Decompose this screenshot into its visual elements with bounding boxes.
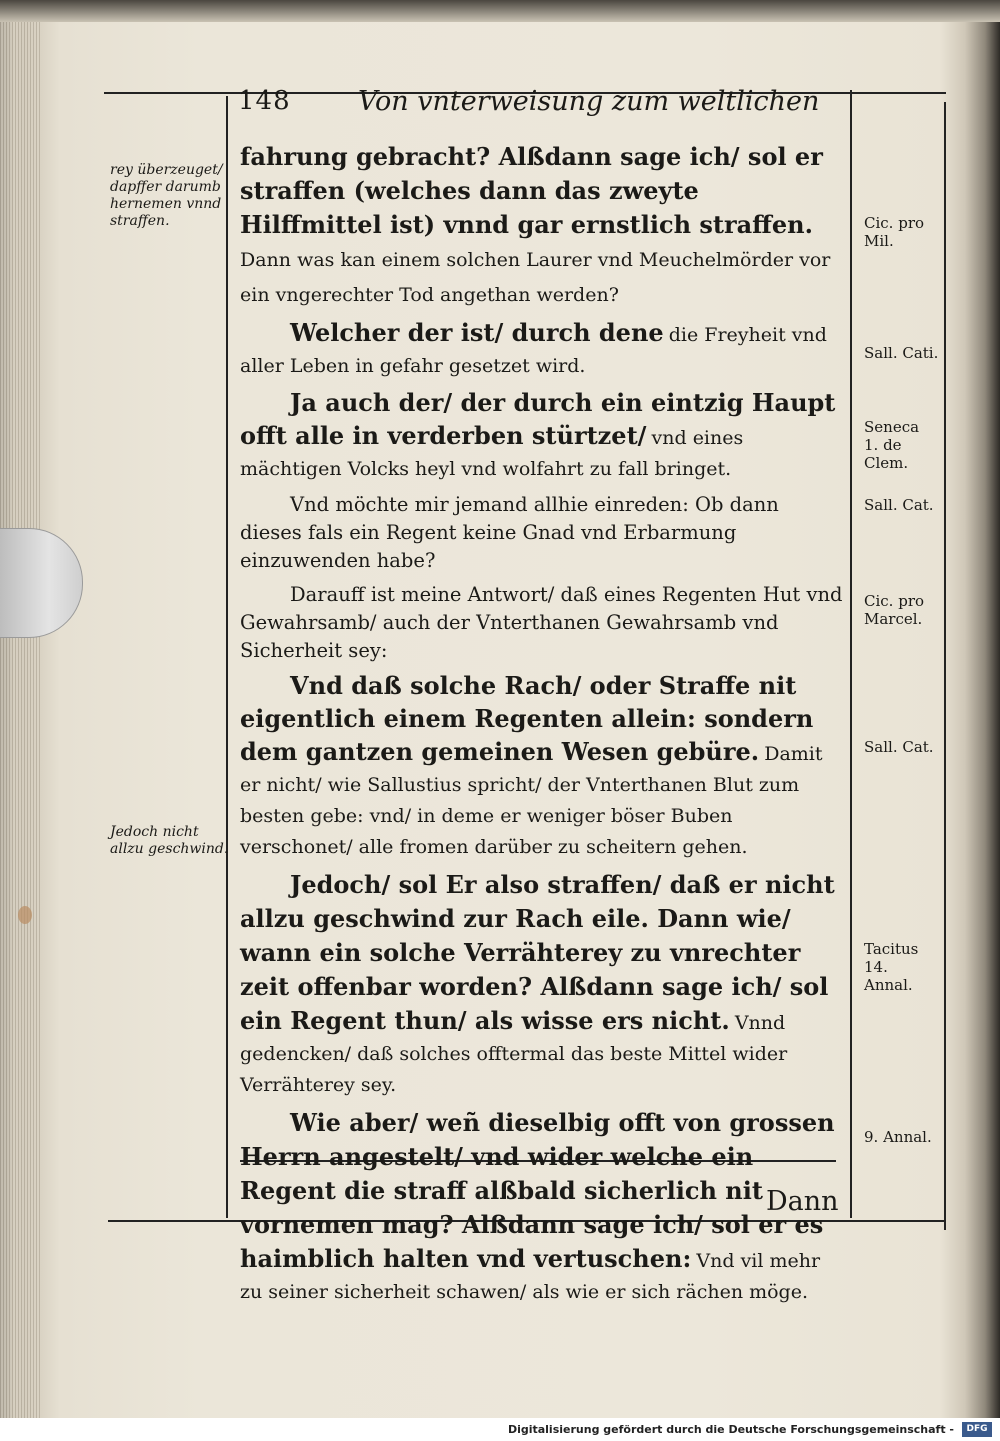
paragraph-bold-text: Vnd daß solche Rach/ oder Straffe nit eigentlich einem Regenten allein: sondern dem gantzen gemeinen Wesen gebüre.: [240, 671, 814, 766]
paragraph-4: Vnd möchte mir jemand allhie einreden: Ob dann dieses fals ein Regent keine Gnad vnd Erbarmung einzuwenden habe?: [240, 493, 779, 572]
paragraph-1: [240, 140, 846, 312]
main-text: [240, 140, 846, 1314]
left-note-line: allzu geschwind.: [110, 841, 229, 857]
inner-right-rule: [850, 90, 852, 1218]
paragraph-2: [240, 318, 846, 382]
paragraph-7: [240, 869, 846, 1101]
paragraph-bold-text: Wie aber/ weñ dieselbig offt von grossen Herrn angestelt/ vnd wider welche ein Regent die straff alßbald sicherlich nit vornemen mag? Alßdann sage ich/ sol er es haimblich halten vnd vertuschen:: [240, 1108, 835, 1273]
paragraph-bold-text: Ja auch der/ der durch ein eintzig Haupt offt alle in verderben stürtzet/: [240, 388, 836, 450]
inner-left-rule: [226, 96, 228, 1218]
paragraph-small-text: Vnnd gedencken/ daß solches offtermal das beste Mittel wider Verrähterey sey.: [240, 1012, 788, 1096]
paragraph-small-text: Damit er nicht/ wie Sallustius spricht/ der Vnterthanen Blut zum besten gebe: vnd/ in deme er weniger böser Buben verschonet/ alle fromen darüber zu scheitern gehen.: [240, 743, 823, 858]
right-margin-ref: Cic. pro Marcel.: [864, 592, 925, 628]
right-margin-ref: Tacitus 14. Annal.: [864, 940, 919, 994]
left-note-line: straffen.: [110, 213, 170, 229]
paragraph-bold-text: fahrung gebracht? Alßdann sage ich/ sol er straffen (welches dann das zweyte Hilffmittel ist) vnnd gar ernstlich straffen.: [240, 142, 823, 239]
page-number: 148: [238, 86, 291, 116]
left-note-line: dapffer darumb: [110, 179, 221, 195]
footer-bar: [0, 1418, 1000, 1441]
right-margin-ref: 9. Annal.: [864, 1128, 932, 1146]
outer-right-rule: [944, 102, 946, 1230]
paragraph-small-text: vnd eines mächtigen Volcks heyl vnd wolfahrt zu fall bringet.: [240, 427, 744, 480]
right-margin-ref: Sall. Cati.: [864, 344, 939, 362]
paragraph-small-text: Dann was kan einem solchen Laurer vnd Meuchelmörder vor ein vngerechter Tod angethan werden?: [240, 249, 831, 306]
left-note-line: rey überzeuget/: [110, 162, 223, 178]
stain-spot: [18, 906, 32, 924]
paragraph-small-text: die Freyheit vnd aller Leben in gefahr gesetzet wird.: [240, 324, 827, 377]
right-margin-ref: Sall. Cat.: [864, 738, 934, 756]
right-margin-ref: Cic. pro Mil.: [864, 214, 925, 250]
paragraph-5: Darauff ist meine Antwort/ daß eines Regenten Hut vnd Gewahrsamb/ auch der Vnterthanen Gewahrsamb vnd Sicherheit sey:: [240, 583, 843, 662]
paragraph-8: [240, 1107, 846, 1308]
page-stack-edge: [0, 0, 40, 1418]
funding-credit: Digitalisierung gefördert durch die Deutsche Forschungsgemeinschaft -: [507, 1423, 954, 1436]
left-note-line: hernemen vnnd: [110, 196, 222, 212]
running-header: [238, 86, 848, 122]
left-margin-note-2: [110, 824, 228, 858]
paragraph-bold-text: Welcher der ist/ durch dene: [290, 318, 664, 347]
paragraph-small-text: Vnd vil mehr zu seiner sicherheit schawen/ als wie er sich rächen möge.: [240, 1250, 821, 1303]
right-margin-ref: Sall. Cat.: [864, 496, 934, 514]
dfg-logo: DFG: [962, 1422, 992, 1437]
paragraph-3: [240, 388, 846, 485]
right-margin-ref: Seneca 1. de Clem.: [864, 418, 920, 472]
book-top-edge: [0, 0, 1000, 22]
paragraph-bold-text: Jedoch/ sol Er also straffen/ daß er nicht allzu geschwind zur Rach eile. Dann wie/ wann ein solche Verrähterey zu vnrechter zeit offenbar worden? Alßdann sage ich/ sol ein Regent thun/ als wisse ers nicht.: [240, 870, 835, 1035]
left-margin-note-1: [110, 162, 223, 230]
catchword: Dann: [766, 1186, 839, 1217]
paragraph-6: [240, 671, 846, 863]
left-note-line: Jedoch nicht: [110, 824, 199, 840]
running-head-title: Von vnterweisung zum weltlichen: [358, 86, 820, 117]
